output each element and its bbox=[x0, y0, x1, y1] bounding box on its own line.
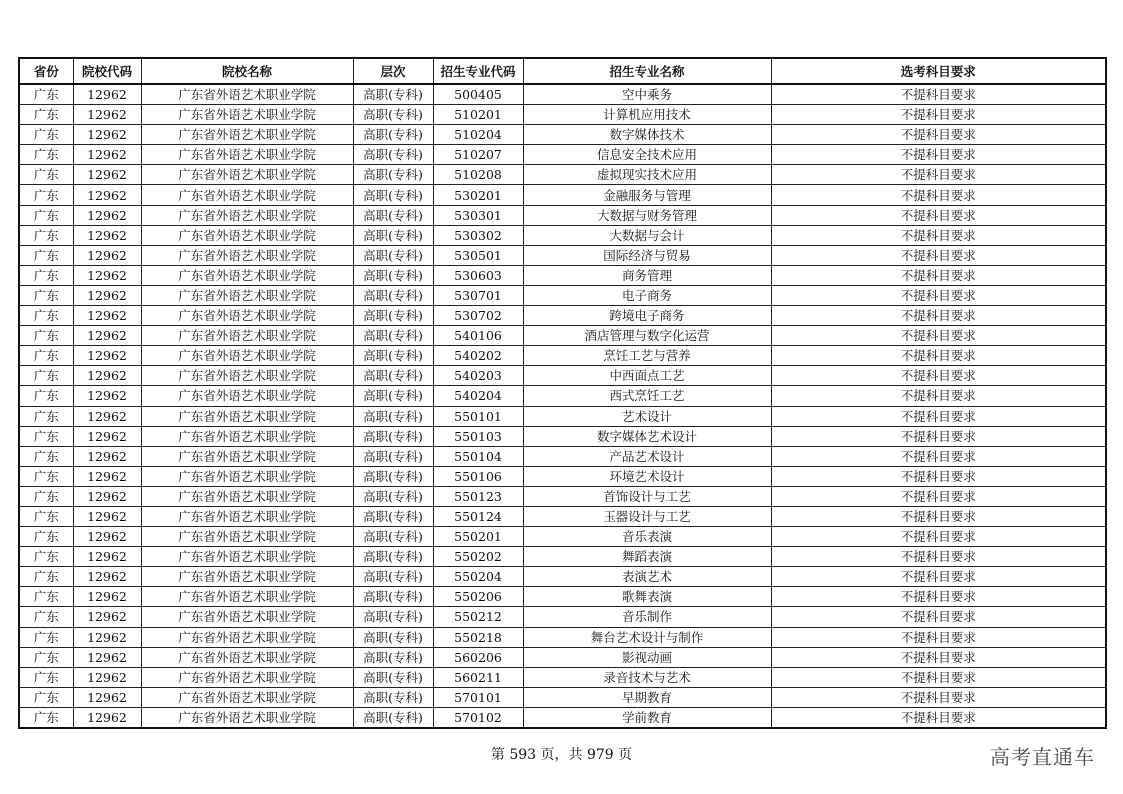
cell-school-code: 12962 bbox=[73, 567, 141, 587]
cell-major-code: 550212 bbox=[433, 607, 523, 627]
cell-level: 高职(专科) bbox=[353, 446, 433, 466]
table-row bbox=[19, 506, 1106, 526]
table-row bbox=[19, 105, 1106, 125]
cell-province: 广东 bbox=[19, 466, 73, 486]
cell-major-name: 玉器设计与工艺 bbox=[523, 506, 771, 526]
cell-school-code: 12962 bbox=[73, 145, 141, 165]
cell-school-name: 广东省外语艺术职业学院 bbox=[141, 105, 353, 125]
cell-major-code: 510201 bbox=[433, 105, 523, 125]
cell-school-name: 广东省外语艺术职业学院 bbox=[141, 567, 353, 587]
cell-major-code: 530702 bbox=[433, 306, 523, 326]
table-row bbox=[19, 145, 1106, 165]
cell-province: 广东 bbox=[19, 326, 73, 346]
cell-major-code: 560206 bbox=[433, 647, 523, 667]
cell-level: 高职(专科) bbox=[353, 667, 433, 687]
cell-province: 广东 bbox=[19, 486, 73, 506]
cell-subject-requirement: 不提科目要求 bbox=[771, 426, 1106, 446]
table-row bbox=[19, 185, 1106, 205]
cell-school-code: 12962 bbox=[73, 265, 141, 285]
cell-subject-requirement: 不提科目要求 bbox=[771, 125, 1106, 145]
cell-major-name: 计算机应用技术 bbox=[523, 105, 771, 125]
cell-subject-requirement: 不提科目要求 bbox=[771, 265, 1106, 285]
cell-province: 广东 bbox=[19, 285, 73, 305]
cell-major-name: 录音技术与艺术 bbox=[523, 667, 771, 687]
cell-subject-requirement: 不提科目要求 bbox=[771, 486, 1106, 506]
cell-major-code: 530302 bbox=[433, 225, 523, 245]
table-row bbox=[19, 386, 1106, 406]
cell-major-code: 570101 bbox=[433, 687, 523, 707]
cell-subject-requirement: 不提科目要求 bbox=[771, 607, 1106, 627]
cell-major-name: 国际经济与贸易 bbox=[523, 245, 771, 265]
cell-major-name: 舞蹈表演 bbox=[523, 547, 771, 567]
cell-school-name: 广东省外语艺术职业学院 bbox=[141, 627, 353, 647]
cell-level: 高职(专科) bbox=[353, 205, 433, 225]
cell-subject-requirement: 不提科目要求 bbox=[771, 205, 1106, 225]
cell-province: 广东 bbox=[19, 386, 73, 406]
watermark-logo-text: 高考直通车 bbox=[990, 745, 1095, 769]
cell-province: 广东 bbox=[19, 145, 73, 165]
cell-school-name: 广东省外语艺术职业学院 bbox=[141, 667, 353, 687]
cell-major-code: 550218 bbox=[433, 627, 523, 647]
cell-school-code: 12962 bbox=[73, 466, 141, 486]
table-row bbox=[19, 466, 1106, 486]
table-row bbox=[19, 567, 1106, 587]
table-row bbox=[19, 707, 1106, 728]
cell-major-code: 530701 bbox=[433, 285, 523, 305]
cell-school-name: 广东省外语艺术职业学院 bbox=[141, 245, 353, 265]
cell-province: 广东 bbox=[19, 185, 73, 205]
cell-province: 广东 bbox=[19, 105, 73, 125]
table-row bbox=[19, 165, 1106, 185]
cell-province: 广东 bbox=[19, 426, 73, 446]
cell-subject-requirement: 不提科目要求 bbox=[771, 707, 1106, 728]
cell-major-code: 550202 bbox=[433, 547, 523, 567]
cell-major-name: 表演艺术 bbox=[523, 567, 771, 587]
cell-major-code: 550103 bbox=[433, 426, 523, 446]
header-school-name: 院校名称 bbox=[141, 58, 353, 84]
cell-school-name: 广东省外语艺术职业学院 bbox=[141, 84, 353, 105]
cell-school-name: 广东省外语艺术职业学院 bbox=[141, 366, 353, 386]
cell-school-name: 广东省外语艺术职业学院 bbox=[141, 386, 353, 406]
cell-school-code: 12962 bbox=[73, 547, 141, 567]
cell-level: 高职(专科) bbox=[353, 285, 433, 305]
cell-level: 高职(专科) bbox=[353, 647, 433, 667]
cell-major-name: 首饰设计与工艺 bbox=[523, 486, 771, 506]
cell-school-name: 广东省外语艺术职业学院 bbox=[141, 225, 353, 245]
cell-major-code: 510207 bbox=[433, 145, 523, 165]
header-subject-requirement: 选考科目要求 bbox=[771, 58, 1106, 84]
cell-level: 高职(专科) bbox=[353, 506, 433, 526]
cell-province: 广东 bbox=[19, 225, 73, 245]
cell-major-code: 530603 bbox=[433, 265, 523, 285]
cell-major-code: 530201 bbox=[433, 185, 523, 205]
cell-major-name: 音乐表演 bbox=[523, 527, 771, 547]
cell-school-code: 12962 bbox=[73, 446, 141, 466]
header-school-code: 院校代码 bbox=[73, 58, 141, 84]
cell-level: 高职(专科) bbox=[353, 265, 433, 285]
table-row bbox=[19, 245, 1106, 265]
cell-school-name: 广东省外语艺术职业学院 bbox=[141, 506, 353, 526]
cell-subject-requirement: 不提科目要求 bbox=[771, 406, 1106, 426]
cell-subject-requirement: 不提科目要求 bbox=[771, 326, 1106, 346]
table-row bbox=[19, 306, 1106, 326]
cell-major-code: 540203 bbox=[433, 366, 523, 386]
table-header-row bbox=[19, 58, 1106, 84]
cell-major-name: 数字媒体技术 bbox=[523, 125, 771, 145]
cell-major-name: 艺术设计 bbox=[523, 406, 771, 426]
cell-subject-requirement: 不提科目要求 bbox=[771, 506, 1106, 526]
table-row bbox=[19, 84, 1106, 105]
cell-school-name: 广东省外语艺术职业学院 bbox=[141, 406, 353, 426]
table-row bbox=[19, 587, 1106, 607]
cell-level: 高职(专科) bbox=[353, 84, 433, 105]
table-row bbox=[19, 406, 1106, 426]
cell-subject-requirement: 不提科目要求 bbox=[771, 587, 1106, 607]
cell-level: 高职(专科) bbox=[353, 105, 433, 125]
cell-major-name: 跨境电子商务 bbox=[523, 306, 771, 326]
cell-level: 高职(专科) bbox=[353, 547, 433, 567]
cell-school-code: 12962 bbox=[73, 346, 141, 366]
cell-school-name: 广东省外语艺术职业学院 bbox=[141, 346, 353, 366]
cell-school-name: 广东省外语艺术职业学院 bbox=[141, 647, 353, 667]
cell-major-name: 烹饪工艺与营养 bbox=[523, 346, 771, 366]
cell-subject-requirement: 不提科目要求 bbox=[771, 366, 1106, 386]
cell-subject-requirement: 不提科目要求 bbox=[771, 667, 1106, 687]
cell-school-code: 12962 bbox=[73, 84, 141, 105]
table-row bbox=[19, 346, 1106, 366]
cell-major-name: 大数据与会计 bbox=[523, 225, 771, 245]
cell-major-code: 540106 bbox=[433, 326, 523, 346]
cell-school-name: 广东省外语艺术职业学院 bbox=[141, 547, 353, 567]
cell-major-code: 540202 bbox=[433, 346, 523, 366]
cell-province: 广东 bbox=[19, 707, 73, 728]
cell-level: 高职(专科) bbox=[353, 346, 433, 366]
cell-province: 广东 bbox=[19, 205, 73, 225]
table-row bbox=[19, 125, 1106, 145]
cell-level: 高职(专科) bbox=[353, 426, 433, 446]
cell-subject-requirement: 不提科目要求 bbox=[771, 105, 1106, 125]
cell-major-code: 550104 bbox=[433, 446, 523, 466]
table-row bbox=[19, 326, 1106, 346]
cell-school-code: 12962 bbox=[73, 587, 141, 607]
cell-major-name: 电子商务 bbox=[523, 285, 771, 305]
cell-major-code: 550201 bbox=[433, 527, 523, 547]
cell-subject-requirement: 不提科目要求 bbox=[771, 687, 1106, 707]
cell-major-code: 550124 bbox=[433, 506, 523, 526]
cell-province: 广东 bbox=[19, 567, 73, 587]
cell-school-code: 12962 bbox=[73, 607, 141, 627]
cell-major-name: 早期教育 bbox=[523, 687, 771, 707]
cell-province: 广东 bbox=[19, 506, 73, 526]
cell-school-code: 12962 bbox=[73, 627, 141, 647]
cell-school-name: 广东省外语艺术职业学院 bbox=[141, 607, 353, 627]
cell-subject-requirement: 不提科目要求 bbox=[771, 466, 1106, 486]
cell-province: 广东 bbox=[19, 84, 73, 105]
cell-subject-requirement: 不提科目要求 bbox=[771, 547, 1106, 567]
cell-major-name: 酒店管理与数字化运营 bbox=[523, 326, 771, 346]
cell-school-name: 广东省外语艺术职业学院 bbox=[141, 265, 353, 285]
cell-province: 广东 bbox=[19, 667, 73, 687]
table-row bbox=[19, 225, 1106, 245]
cell-school-name: 广东省外语艺术职业学院 bbox=[141, 466, 353, 486]
cell-school-name: 广东省外语艺术职业学院 bbox=[141, 185, 353, 205]
table-row bbox=[19, 285, 1106, 305]
cell-major-name: 大数据与财务管理 bbox=[523, 205, 771, 225]
cell-subject-requirement: 不提科目要求 bbox=[771, 84, 1106, 105]
cell-subject-requirement: 不提科目要求 bbox=[771, 145, 1106, 165]
cell-province: 广东 bbox=[19, 547, 73, 567]
cell-school-code: 12962 bbox=[73, 185, 141, 205]
cell-major-code: 530501 bbox=[433, 245, 523, 265]
cell-school-code: 12962 bbox=[73, 386, 141, 406]
cell-major-name: 金融服务与管理 bbox=[523, 185, 771, 205]
cell-level: 高职(专科) bbox=[353, 627, 433, 647]
cell-subject-requirement: 不提科目要求 bbox=[771, 567, 1106, 587]
cell-school-code: 12962 bbox=[73, 225, 141, 245]
cell-school-code: 12962 bbox=[73, 406, 141, 426]
header-major-name: 招生专业名称 bbox=[523, 58, 771, 84]
cell-school-code: 12962 bbox=[73, 165, 141, 185]
cell-level: 高职(专科) bbox=[353, 366, 433, 386]
table-row bbox=[19, 446, 1106, 466]
cell-major-name: 商务管理 bbox=[523, 265, 771, 285]
table-row bbox=[19, 607, 1106, 627]
cell-level: 高职(专科) bbox=[353, 225, 433, 245]
cell-major-code: 550106 bbox=[433, 466, 523, 486]
cell-province: 广东 bbox=[19, 165, 73, 185]
cell-level: 高职(专科) bbox=[353, 386, 433, 406]
cell-school-name: 广东省外语艺术职业学院 bbox=[141, 486, 353, 506]
table-row bbox=[19, 627, 1106, 647]
cell-school-name: 广东省外语艺术职业学院 bbox=[141, 145, 353, 165]
cell-major-code: 550123 bbox=[433, 486, 523, 506]
cell-school-name: 广东省外语艺术职业学院 bbox=[141, 587, 353, 607]
cell-major-name: 学前教育 bbox=[523, 707, 771, 728]
cell-school-code: 12962 bbox=[73, 306, 141, 326]
header-province: 省份 bbox=[19, 58, 73, 84]
cell-subject-requirement: 不提科目要求 bbox=[771, 245, 1106, 265]
table-row bbox=[19, 265, 1106, 285]
cell-school-name: 广东省外语艺术职业学院 bbox=[141, 707, 353, 728]
cell-school-name: 广东省外语艺术职业学院 bbox=[141, 446, 353, 466]
cell-school-name: 广东省外语艺术职业学院 bbox=[141, 687, 353, 707]
cell-school-code: 12962 bbox=[73, 486, 141, 506]
cell-level: 高职(专科) bbox=[353, 165, 433, 185]
table-row bbox=[19, 486, 1106, 506]
cell-school-code: 12962 bbox=[73, 285, 141, 305]
cell-subject-requirement: 不提科目要求 bbox=[771, 647, 1106, 667]
cell-province: 广东 bbox=[19, 406, 73, 426]
cell-major-name: 中西面点工艺 bbox=[523, 366, 771, 386]
cell-level: 高职(专科) bbox=[353, 326, 433, 346]
cell-level: 高职(专科) bbox=[353, 245, 433, 265]
cell-major-name: 信息安全技术应用 bbox=[523, 145, 771, 165]
cell-level: 高职(专科) bbox=[353, 145, 433, 165]
header-level: 层次 bbox=[353, 58, 433, 84]
cell-province: 广东 bbox=[19, 687, 73, 707]
cell-major-code: 510204 bbox=[433, 125, 523, 145]
cell-school-name: 广东省外语艺术职业学院 bbox=[141, 205, 353, 225]
cell-subject-requirement: 不提科目要求 bbox=[771, 346, 1106, 366]
cell-subject-requirement: 不提科目要求 bbox=[771, 446, 1106, 466]
admission-table bbox=[18, 57, 1107, 729]
cell-level: 高职(专科) bbox=[353, 607, 433, 627]
table-row bbox=[19, 205, 1106, 225]
cell-school-code: 12962 bbox=[73, 426, 141, 446]
cell-school-name: 广东省外语艺术职业学院 bbox=[141, 426, 353, 446]
cell-school-name: 广东省外语艺术职业学院 bbox=[141, 306, 353, 326]
cell-school-code: 12962 bbox=[73, 527, 141, 547]
cell-major-name: 数字媒体艺术设计 bbox=[523, 426, 771, 446]
table-row bbox=[19, 527, 1106, 547]
cell-province: 广东 bbox=[19, 647, 73, 667]
cell-school-code: 12962 bbox=[73, 687, 141, 707]
cell-province: 广东 bbox=[19, 366, 73, 386]
cell-subject-requirement: 不提科目要求 bbox=[771, 527, 1106, 547]
cell-level: 高职(专科) bbox=[353, 466, 433, 486]
cell-subject-requirement: 不提科目要求 bbox=[771, 386, 1106, 406]
cell-level: 高职(专科) bbox=[353, 687, 433, 707]
cell-major-name: 环境艺术设计 bbox=[523, 466, 771, 486]
cell-major-name: 虚拟现实技术应用 bbox=[523, 165, 771, 185]
cell-subject-requirement: 不提科目要求 bbox=[771, 306, 1106, 326]
cell-province: 广东 bbox=[19, 265, 73, 285]
cell-subject-requirement: 不提科目要求 bbox=[771, 225, 1106, 245]
table-row bbox=[19, 647, 1106, 667]
cell-major-code: 550101 bbox=[433, 406, 523, 426]
cell-school-name: 广东省外语艺术职业学院 bbox=[141, 165, 353, 185]
cell-school-name: 广东省外语艺术职业学院 bbox=[141, 527, 353, 547]
cell-subject-requirement: 不提科目要求 bbox=[771, 165, 1106, 185]
cell-subject-requirement: 不提科目要求 bbox=[771, 627, 1106, 647]
cell-school-code: 12962 bbox=[73, 105, 141, 125]
cell-school-code: 12962 bbox=[73, 245, 141, 265]
cell-school-name: 广东省外语艺术职业学院 bbox=[141, 326, 353, 346]
cell-subject-requirement: 不提科目要求 bbox=[771, 285, 1106, 305]
cell-province: 广东 bbox=[19, 446, 73, 466]
cell-major-name: 音乐制作 bbox=[523, 607, 771, 627]
cell-school-code: 12962 bbox=[73, 647, 141, 667]
cell-school-code: 12962 bbox=[73, 667, 141, 687]
cell-major-name: 空中乘务 bbox=[523, 84, 771, 105]
cell-school-code: 12962 bbox=[73, 707, 141, 728]
cell-province: 广东 bbox=[19, 607, 73, 627]
cell-major-name: 歌舞表演 bbox=[523, 587, 771, 607]
cell-school-name: 广东省外语艺术职业学院 bbox=[141, 285, 353, 305]
cell-major-code: 540204 bbox=[433, 386, 523, 406]
cell-province: 广东 bbox=[19, 125, 73, 145]
page-number: 第 593 页，共 979 页 bbox=[490, 747, 633, 763]
cell-level: 高职(专科) bbox=[353, 185, 433, 205]
cell-major-code: 570102 bbox=[433, 707, 523, 728]
cell-major-code: 550206 bbox=[433, 587, 523, 607]
cell-school-code: 12962 bbox=[73, 366, 141, 386]
table-row bbox=[19, 667, 1106, 687]
cell-province: 广东 bbox=[19, 587, 73, 607]
cell-major-code: 530301 bbox=[433, 205, 523, 225]
cell-school-code: 12962 bbox=[73, 205, 141, 225]
cell-major-code: 550204 bbox=[433, 567, 523, 587]
cell-level: 高职(专科) bbox=[353, 406, 433, 426]
cell-province: 广东 bbox=[19, 527, 73, 547]
cell-school-name: 广东省外语艺术职业学院 bbox=[141, 125, 353, 145]
table-body bbox=[19, 84, 1106, 728]
cell-province: 广东 bbox=[19, 346, 73, 366]
cell-school-code: 12962 bbox=[73, 506, 141, 526]
cell-major-code: 560211 bbox=[433, 667, 523, 687]
cell-level: 高职(专科) bbox=[353, 707, 433, 728]
cell-level: 高职(专科) bbox=[353, 527, 433, 547]
cell-major-name: 西式烹饪工艺 bbox=[523, 386, 771, 406]
cell-major-name: 产品艺术设计 bbox=[523, 446, 771, 466]
header-major-code: 招生专业代码 bbox=[433, 58, 523, 84]
cell-province: 广东 bbox=[19, 627, 73, 647]
cell-level: 高职(专科) bbox=[353, 567, 433, 587]
cell-major-code: 510208 bbox=[433, 165, 523, 185]
cell-province: 广东 bbox=[19, 245, 73, 265]
cell-level: 高职(专科) bbox=[353, 587, 433, 607]
cell-level: 高职(专科) bbox=[353, 125, 433, 145]
table-row bbox=[19, 547, 1106, 567]
table-row bbox=[19, 426, 1106, 446]
table-row bbox=[19, 687, 1106, 707]
cell-major-code: 500405 bbox=[433, 84, 523, 105]
cell-province: 广东 bbox=[19, 306, 73, 326]
cell-subject-requirement: 不提科目要求 bbox=[771, 185, 1106, 205]
cell-level: 高职(专科) bbox=[353, 306, 433, 326]
cell-level: 高职(专科) bbox=[353, 486, 433, 506]
cell-school-code: 12962 bbox=[73, 125, 141, 145]
cell-major-name: 舞台艺术设计与制作 bbox=[523, 627, 771, 647]
cell-school-code: 12962 bbox=[73, 326, 141, 346]
table-row bbox=[19, 366, 1106, 386]
cell-major-name: 影视动画 bbox=[523, 647, 771, 667]
